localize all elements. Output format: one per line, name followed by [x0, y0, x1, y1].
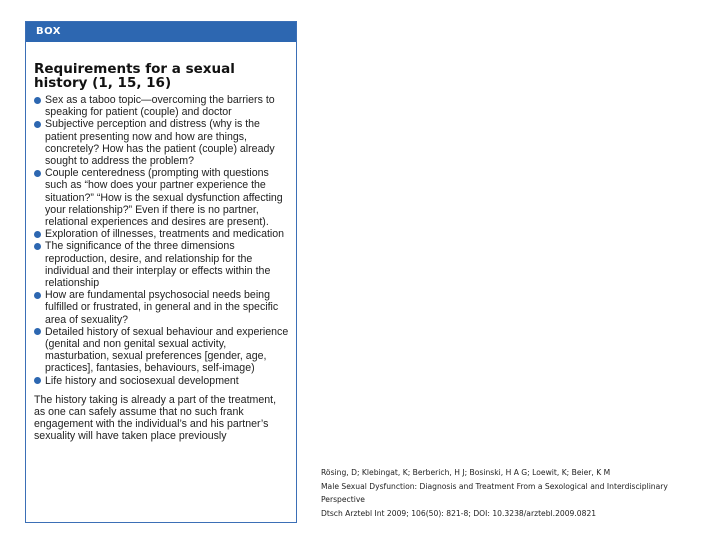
requirements-box — [25, 21, 297, 523]
citation-title: Male Sexual Dysfunction: Diagnosis and Treatment From a Sexological and Interdisciplinary Perspective — [321, 481, 668, 505]
list-item — [34, 326, 290, 375]
box-note: The history taking is already a part of the treatment, as one can safely assume that no such frank engagement with the individual’s and his partner’s sexuality will have taken place previously — [34, 393, 277, 443]
bullet-dot-icon — [34, 231, 41, 238]
list-item — [34, 240, 290, 289]
citation-journal: Dtsch Arztebl Int 2009; 106(50): 821-8; DOI: 10.3238/arztebl.2009.0821 — [321, 508, 597, 518]
bullet-dot-icon — [34, 121, 41, 128]
bullet-dot-icon — [34, 170, 41, 177]
list-item — [34, 118, 290, 167]
list-item-text: How are fundamental psychosocial needs being fulfilled or frustrated, in general and in the specific area of sexuality? — [45, 289, 279, 326]
bullet-dot-icon — [34, 328, 41, 335]
bullet-dot-icon — [34, 97, 41, 104]
list-item-text: Life history and sociosexual development — [45, 374, 239, 387]
box-title: Requirements for a sexual history (1, 15, 16) — [34, 61, 235, 91]
list-item — [34, 289, 290, 326]
list-item-text: The significance of the three dimensions reproduction, desire, and relationship for the individual and their interplay or effects within the relationship — [45, 240, 271, 290]
list-item — [34, 167, 290, 228]
citation-authors: Rösing, D; Klebingat, K; Berberich, H J; Bosinski, H A G; Loewit, K; Beier, K M — [321, 468, 611, 477]
requirements-list — [34, 94, 290, 387]
list-item — [34, 375, 290, 387]
citation — [321, 466, 713, 520]
list-item — [34, 94, 290, 118]
list-item — [34, 228, 290, 240]
bullet-dot-icon — [34, 377, 41, 384]
bullet-dot-icon — [34, 243, 41, 250]
list-item-text: Exploration of illnesses, treatments and medication — [45, 228, 285, 241]
list-item-text: Sex as a taboo topic—overcoming the barriers to speaking for patient (couple) and doctor — [45, 94, 275, 119]
list-item-text: Couple centeredness (prompting with questions such as “how does your partner experience the situation?” “How is the sexual dysfunction affecting your relationship?” Even if there is no partner, relational experiences and desires are present). — [45, 167, 283, 229]
list-item-text: Detailed history of sexual behaviour and experience (genital and non genital sexual activity, masturbation, sexual preferences [gender, age, practices], fantasies, behaviours, self-image) — [45, 325, 289, 375]
box-header: BOX — [26, 22, 296, 42]
list-item-text: Subjective perception and distress (why is the patient presenting now and how are things, concretely? How has the patient (couple) already sought to address the problem? — [45, 118, 275, 168]
bullet-dot-icon — [34, 292, 41, 299]
